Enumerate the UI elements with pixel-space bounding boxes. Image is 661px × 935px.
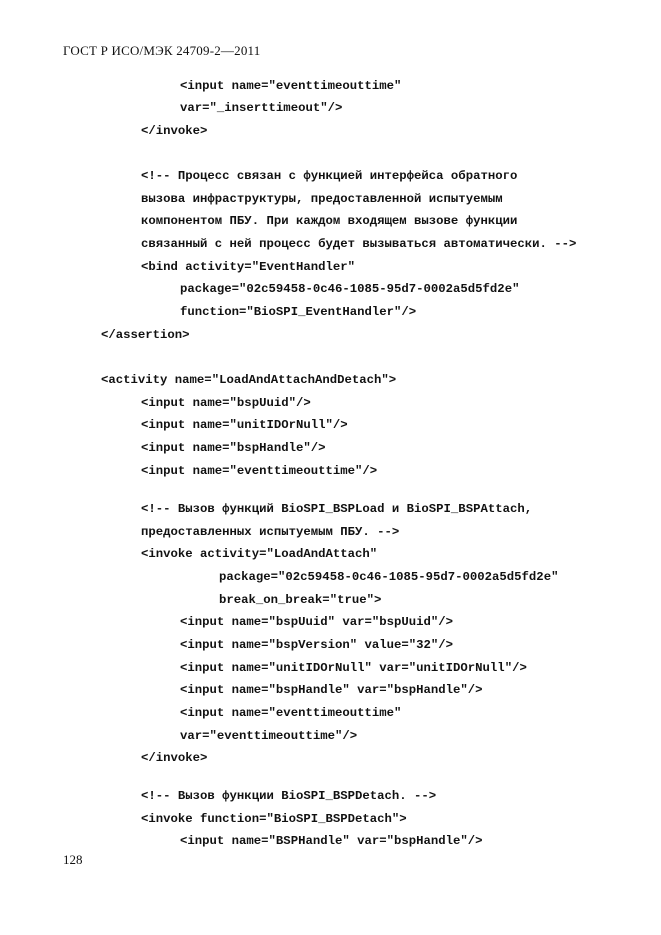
code-line: компонентом ПБУ. При каждом входящем вызове функции: [141, 214, 518, 228]
code-line: <bind activity="EventHandler": [141, 260, 356, 274]
code-line: var="eventtimeouttime"/>: [180, 729, 358, 743]
code-line: <invoke activity="LoadAndAttach": [141, 547, 378, 561]
code-line: <input name="eventtimeouttime"/>: [141, 464, 378, 478]
code-line: package="02c59458-0c46-1085-95d7-0002a5d5fd2e": [180, 282, 520, 296]
code-line: </invoke>: [141, 124, 208, 138]
code-line: <input name="bspHandle"/>: [141, 441, 326, 455]
code-line: <activity name="LoadAndAttachAndDetach">: [101, 373, 397, 387]
code-line: предоставленных испытуемым ПБУ. -->: [141, 525, 400, 539]
code-line: <input name="eventtimeouttime": [180, 79, 402, 93]
code-line: function="BioSPI_EventHandler"/>: [180, 305, 417, 319]
code-line: break_on_break="true">: [219, 593, 382, 607]
document-header: ГОСТ Р ИСО/МЭК 24709-2—2011: [63, 43, 261, 58]
code-line: </assertion>: [101, 328, 190, 342]
code-line: <input name="bspUuid" var="bspUuid"/>: [180, 615, 454, 629]
code-line: <input name="unitIDOrNull" var="unitIDOrNull"/>: [180, 661, 527, 675]
code-line: </invoke>: [141, 751, 208, 765]
code-line: <!-- Процесс связан с функцией интерфейса обратного: [141, 169, 518, 183]
code-line: <invoke function="BioSPI_BSPDetach">: [141, 812, 407, 826]
code-line: <input name="bspHandle" var="bspHandle"/>: [180, 683, 483, 697]
code-line: <!-- Вызов функции BioSPI_BSPDetach. -->: [141, 789, 437, 803]
code-line: <input name="bspVersion" value="32"/>: [180, 638, 454, 652]
code-line: var="_inserttimeout"/>: [180, 101, 343, 115]
code-line: вызова инфраструктуры, предоставленной испытуемым: [141, 192, 503, 206]
code-line: связанный с ней процесс будет вызываться автоматически. -->: [141, 237, 577, 251]
page-number: 128: [63, 852, 83, 867]
code-line: package="02c59458-0c46-1085-95d7-0002a5d5fd2e": [219, 570, 559, 584]
code-line: <input name="BSPHandle" var="bspHandle"/>: [180, 834, 483, 848]
code-line: <input name="bspUuid"/>: [141, 396, 311, 410]
code-line: <input name="eventtimeouttime": [180, 706, 402, 720]
code-line: <!-- Вызов функций BioSPI_BSPLoad и BioSPI_BSPAttach,: [141, 502, 533, 516]
code-line: <input name="unitIDOrNull"/>: [141, 418, 348, 432]
